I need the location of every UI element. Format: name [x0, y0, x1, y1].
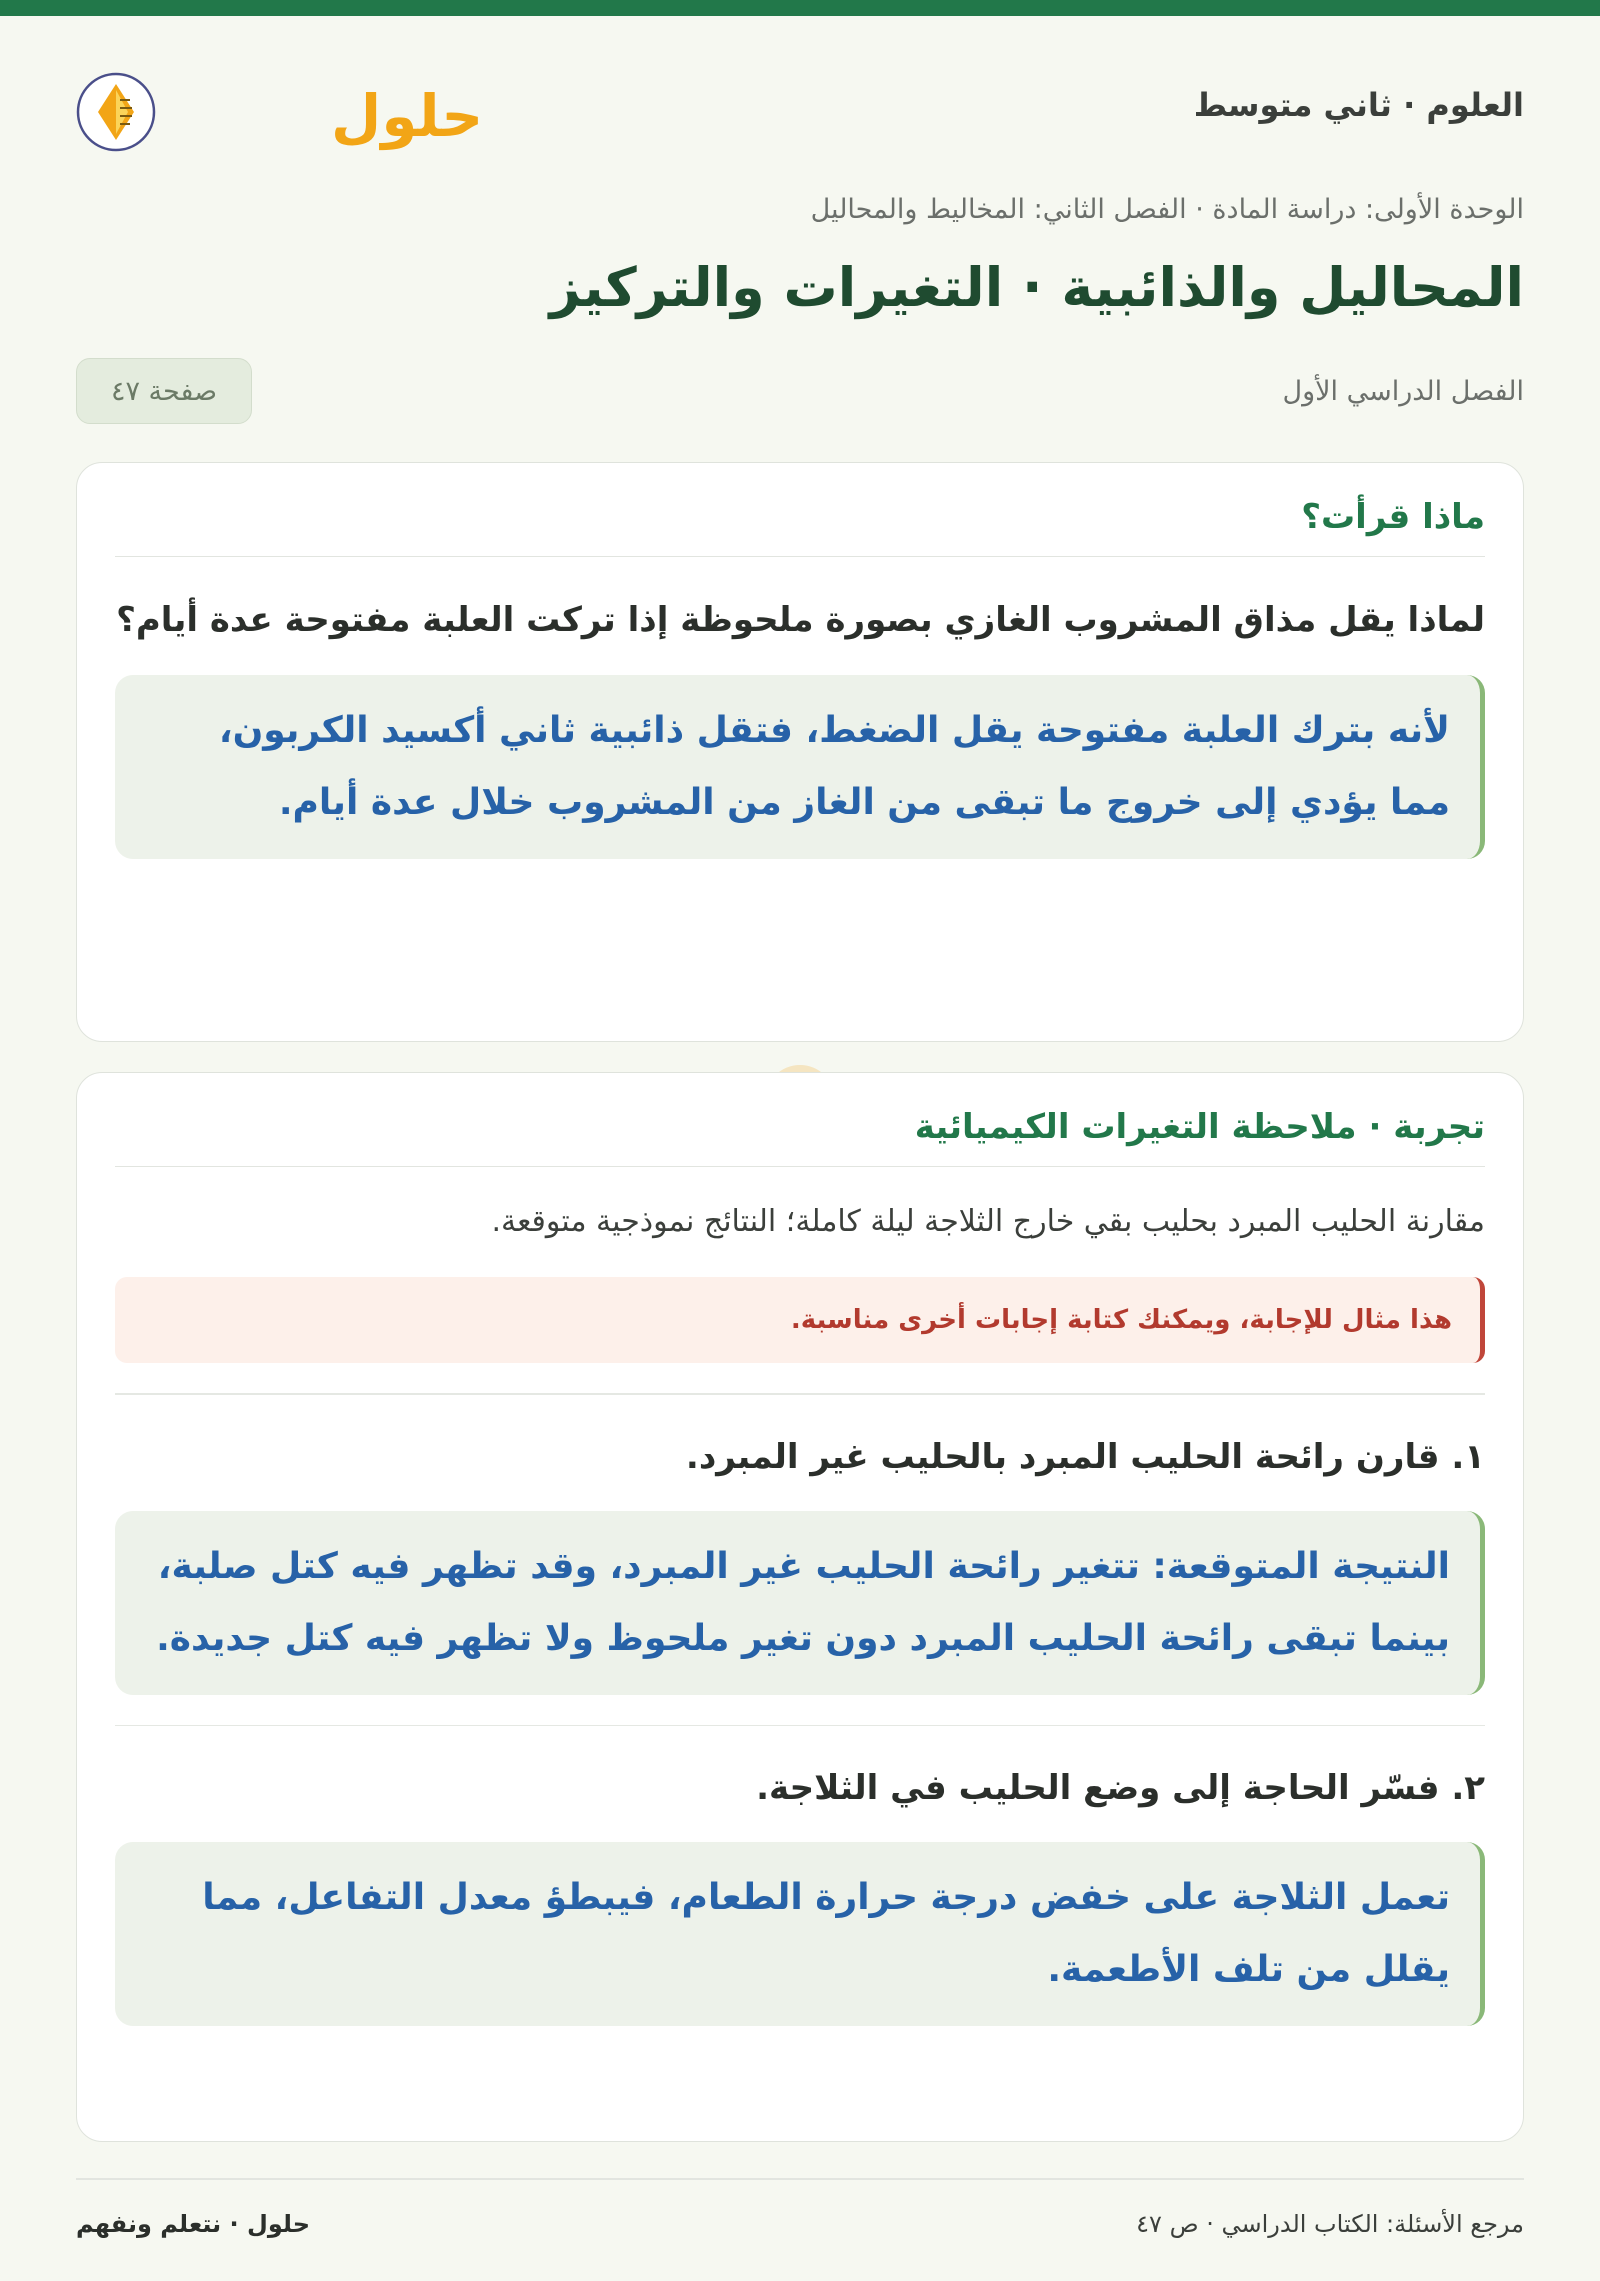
- experiment-answer-1: النتيجة المتوقعة: تتغير رائحة الحليب غير المبرد، وقد تظهر فيه كتل صلبة، بينما تبقى رائحة الحليب المبرد دون تغير ملحوظ ولا تظهر فيه كتل جديدة.: [115, 1511, 1485, 1695]
- reading-check-heading: ماذا قرأت؟: [115, 497, 1485, 557]
- experiment-question-1: [115, 1429, 1485, 1485]
- footer-divider: [76, 2178, 1524, 2180]
- experiment-heading: تجربة · ملاحظة التغيرات الكيميائية: [115, 1107, 1485, 1167]
- experiment-card: [76, 1072, 1524, 2142]
- top-accent-bar: [0, 0, 1600, 16]
- experiment-answer-2: تعمل الثلاجة على خفض درجة حرارة الطعام، فيبطؤ معدل التفاعل، مما يقلل من تلف الأطعمة.: [115, 1842, 1485, 2026]
- divider: [115, 1725, 1485, 1727]
- question-text: قارن رائحة الحليب المبرد بالحليب غير المبرد.: [685, 1436, 1440, 1477]
- question-number: ٢.: [1451, 1768, 1485, 1808]
- reading-check-question: لماذا يقل مذاق المشروب الغازي بصورة ملحوظة إذا تركت العلبة مفتوحة عدة أيام؟: [116, 600, 1485, 640]
- term-label: الفصل الدراسي الأول: [1282, 376, 1524, 407]
- divider: [115, 1393, 1485, 1395]
- breadcrumb: الوحدة الأولى: دراسة المادة · الفصل الثاني: المخاليط والمحاليل: [810, 194, 1524, 225]
- hulul-logo[interactable]: [76, 60, 484, 156]
- page-title: المحاليل والذائبية · التغيرات والتركيز: [549, 256, 1524, 319]
- reading-check-card: [76, 462, 1524, 1042]
- page-number-badge: صفحة ٤٧: [76, 358, 252, 424]
- reading-check-answer: لأنه بترك العلبة مفتوحة يقل الضغط، فتقل ذائبية ثاني أكسيد الكربون، مما يؤدي إلى خروج ما تبقى من الغاز من المشروب خلال عدة أيام.: [115, 675, 1485, 859]
- question-text: فسّر الحاجة إلى وضع الحليب في الثلاجة.: [756, 1768, 1440, 1808]
- experiment-intro: مقارنة الحليب المبرد بحليب بقي خارج الثلاجة ليلة كاملة؛ النتائج نموذجية متوقعة.: [491, 1204, 1485, 1239]
- experiment-question-2: [115, 1760, 1485, 1816]
- logo-wordmark: حلول: [331, 82, 484, 150]
- sample-answer-note-text: هذا مثال للإجابة، ويمكنك كتابة إجابات أخرى مناسبة.: [790, 1305, 1452, 1335]
- question-number: ١.: [1451, 1436, 1485, 1477]
- sample-answer-note: [115, 1277, 1485, 1363]
- footer-reference: مرجع الأسئلة: الكتاب الدراسي · ص ٤٧: [1136, 2210, 1524, 2238]
- footer-brand: حلول · نتعلم ونفهم: [76, 2210, 310, 2238]
- page-header: [76, 60, 1524, 156]
- subject-title: العلوم · ثاني متوسط: [1193, 86, 1524, 124]
